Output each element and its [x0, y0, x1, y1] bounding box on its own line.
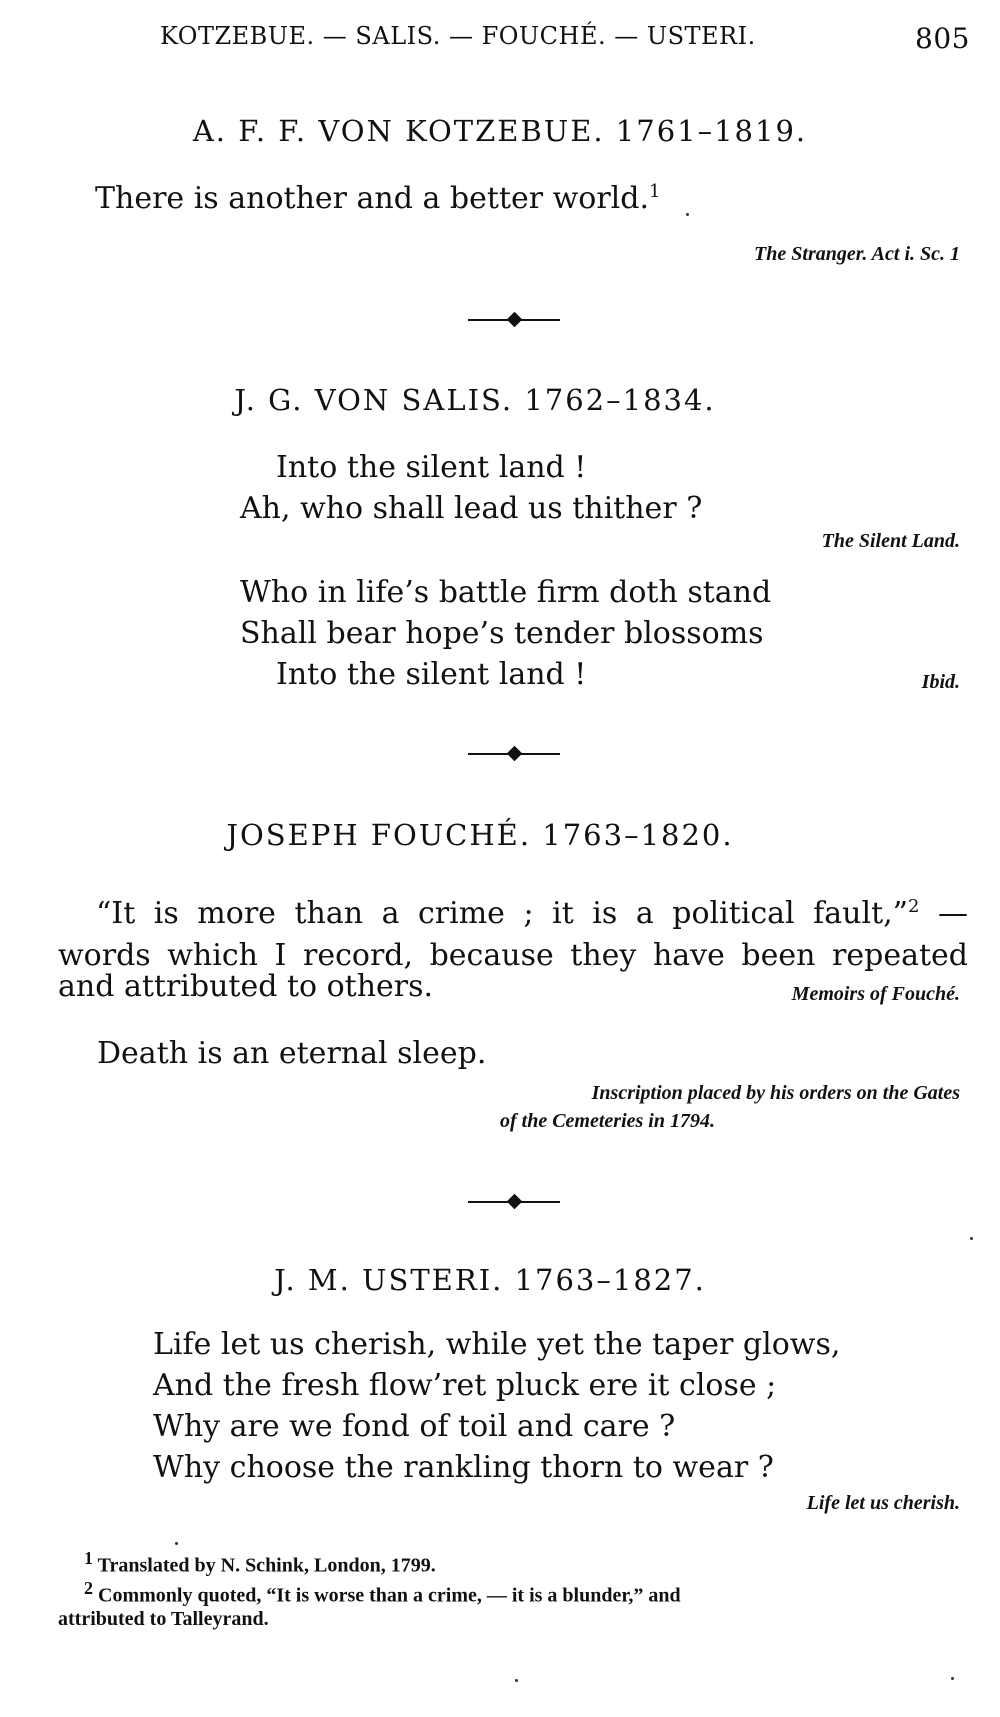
- verse-line: Why are we fond of toil and care ?: [153, 1409, 676, 1444]
- verse-line: Shall bear hope’s tender blossoms: [240, 616, 764, 651]
- section-divider-ornament: [468, 313, 560, 327]
- scan-speck: [951, 1677, 954, 1680]
- verse-line: Into the silent land !: [276, 657, 587, 692]
- quote-text: There is another and a better world.: [95, 181, 650, 216]
- source-fouche-2-line1: Inscription placed by his orders on the Gates: [591, 1082, 960, 1104]
- footnote-ref: 2: [908, 896, 920, 917]
- footnote-2-continued: attributed to Talleyrand.: [58, 1608, 269, 1630]
- verse-line: Into the silent land !: [276, 450, 587, 485]
- paragraph-line: words which I record, because they have been repeated: [58, 938, 968, 973]
- running-head: [160, 22, 970, 55]
- section-title-kotzebue: A. F. F. VON KOTZEBUE. 1761–1819.: [192, 114, 808, 148]
- footnote-2: $^2$ Commonly quoted, “It is worse than a crime, — it is a blunder,” and: [84, 1578, 681, 1607]
- source-salis-1: The Silent Land.: [821, 530, 960, 552]
- scan-speck: [175, 1542, 178, 1545]
- source-fouche-2-line2: of the Cemeteries in 1794.: [500, 1110, 715, 1132]
- page-number: 805: [915, 22, 970, 55]
- footnote-1: $^1$ Translated by N. Schink, London, 1799.: [84, 1548, 436, 1577]
- scan-speck: [970, 1237, 973, 1240]
- fouche-paragraph: [58, 886, 968, 977]
- source-kotzebue: The Stranger. Act i. Sc. 1: [754, 243, 960, 265]
- scan-speck: [686, 213, 689, 216]
- section-title-salis: J. G. VON SALIS. 1762–1834.: [234, 383, 716, 417]
- verse-line: Ah, who shall lead us thither ?: [240, 491, 703, 526]
- section-title-fouche: JOSEPH FOUCHÉ. 1763–1820.: [226, 818, 734, 852]
- source-salis-2: Ibid.: [921, 671, 960, 693]
- verse-line: Life let us cherish, while yet the taper glows,: [153, 1327, 841, 1362]
- quote-fouche-death: Death is an eternal sleep.: [97, 1036, 487, 1071]
- verse-line: Why choose the rankling thorn to wear ?: [153, 1450, 774, 1485]
- section-title-usteri: J. M. USTERI. 1763–1827.: [274, 1263, 706, 1297]
- quote-kotzebue: [95, 181, 660, 216]
- section-divider-ornament: [468, 1195, 560, 1209]
- footnote-mark: 1: [84, 1548, 93, 1568]
- source-usteri: Life let us cherish.: [806, 1492, 960, 1514]
- verse-line: Who in life’s battle firm doth stand: [240, 575, 772, 610]
- paragraph-line: and attributed to others.: [58, 969, 434, 1004]
- running-head-title: KOTZEBUE. — SALIS. — FOUCHÉ. — USTERI.: [160, 22, 756, 50]
- footnote-mark: 2: [84, 1578, 93, 1598]
- scan-speck: [515, 1679, 518, 1682]
- section-divider-ornament: [468, 747, 560, 761]
- footnote-ref: 1: [649, 181, 661, 202]
- source-fouche-1: Memoirs of Fouché.: [791, 983, 960, 1005]
- paragraph-line: “It is more than a crime ; it is a political fault,”$^2$ —: [96, 896, 968, 931]
- verse-line: And the fresh flow’ret pluck ere it close ;: [153, 1368, 777, 1403]
